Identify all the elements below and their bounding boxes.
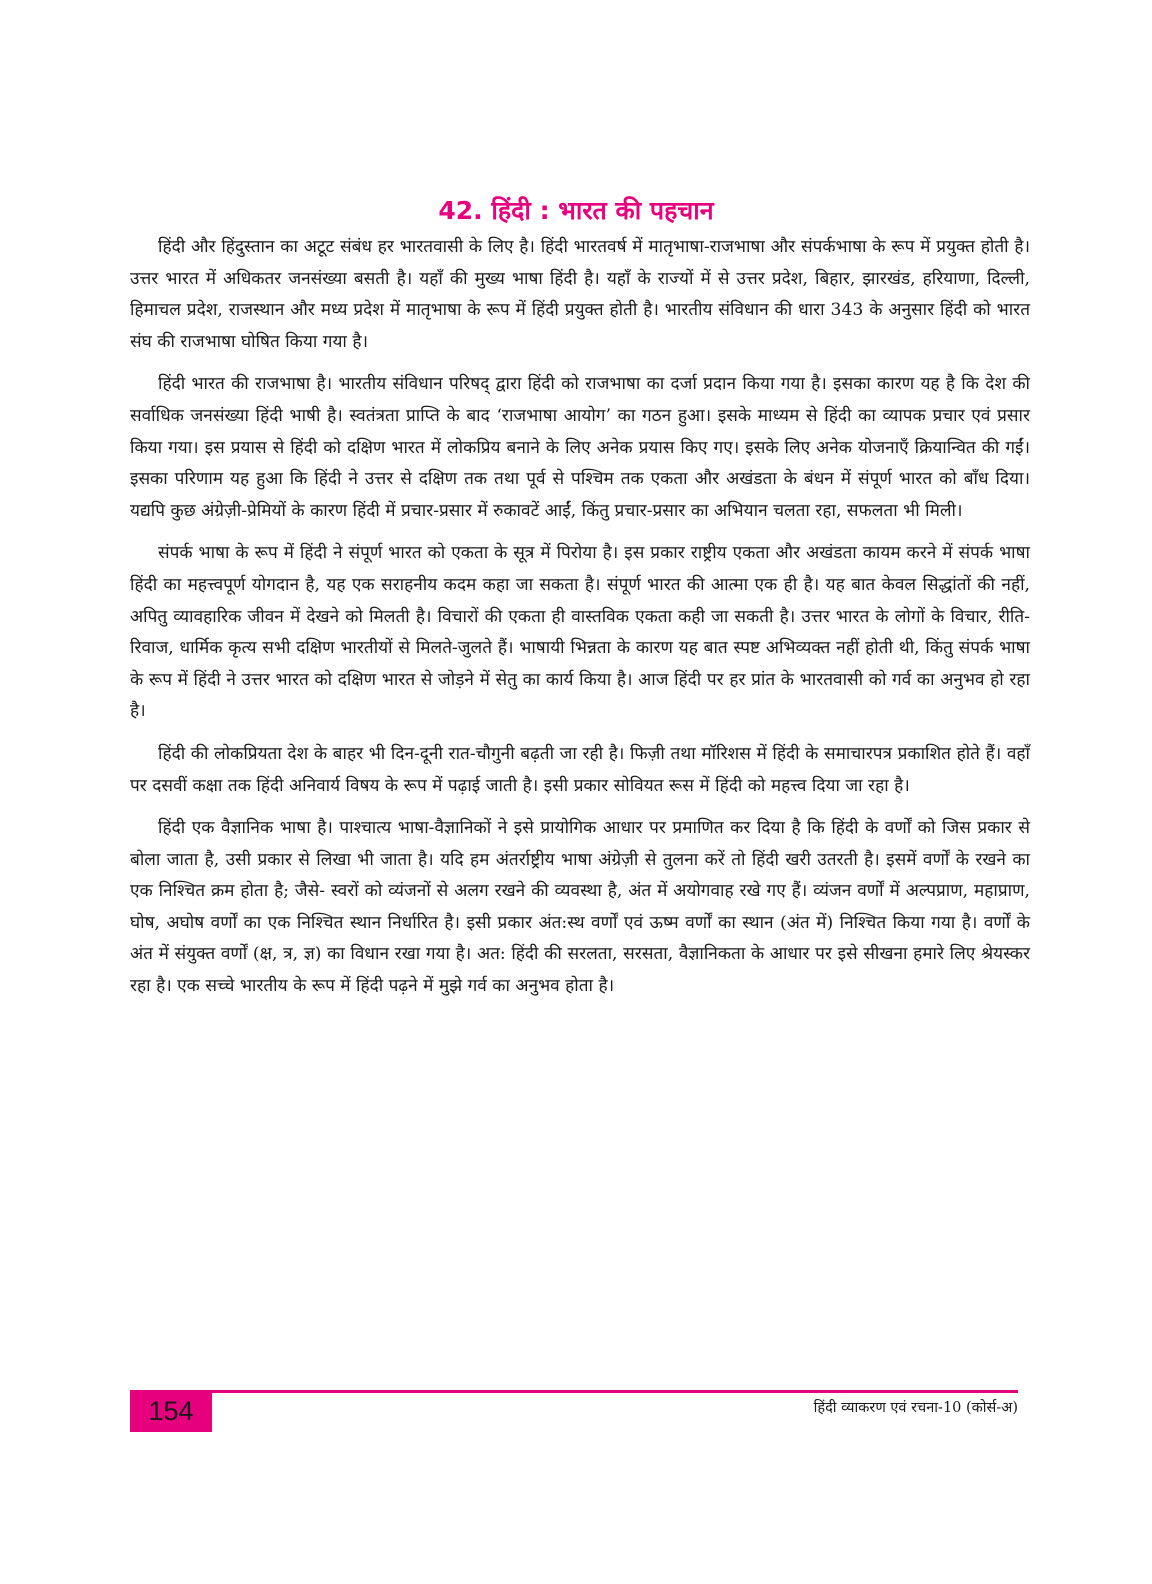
page-number-badge: 154 xyxy=(130,1390,212,1432)
book-title: हिंदी व्याकरण एवं रचना-10 (कोर्स-अ) xyxy=(813,1400,1018,1416)
paragraph-5: हिंदी एक वैज्ञानिक भाषा है। पाश्चात्य भाषा-वैज्ञानिकों ने इसे प्रायोगिक आधार पर प्रमाणित कर दिया है कि हिंदी के वर्णों को जिस प्रकार से बोला जाता है, उसी प्रकार से लिखा भी जाता है। यदि हम अंतर्राष्ट्रीय भाषा अंग्रेज़ी से तुलना करें तो हिंदी खरी उतरती है। इसमें वर्णों के रखने का एक निश्चित क्रम होता है; जैसे- स्वरों को व्यंजनों से अलग रखने की व्यवस्था है, अंत में अयोगवाह रखे गए हैं। व्यंजन वर्णों में अल्पप्राण, महाप्राण, घोष, अघोष वर्णों का एक निश्चित स्थान निर्धारित है। इसी प्रकार अंत:स्थ वर्णों एवं ऊष्म वर्णों का स्थान (अंत में) निश्चित किया गया है। वर्णों के अंत में संयुक्त वर्णों (क्ष, त्र, ज्ञ) का विधान रखा गया है। अत: हिंदी की सरलता, सरसता, वैज्ञानिकता के आधार पर इसे सीखना हमारे लिए श्रेयस्कर रहा है। एक सच्चे भारतीय के रूप में हिंदी पढ़ने में मुझे गर्व का अनुभव होता है। xyxy=(130,818,1030,997)
paragraph-2: हिंदी भारत की राजभाषा है। भारतीय संविधान परिषद् द्वारा हिंदी को राजभाषा का दर्जा प्रदान किया गया है। इसका कारण यह है कि देश की सर्वाधिक जनसंख्या हिंदी भाषी है। स्वतंत्रता प्राप्ति के बाद ‘राजभाषा आयोग’ का गठन हुआ। इसके माध्यम से हिंदी का व्यापक प्रचार एवं प्रसार किया गया। इस प्रयास से हिंदी को दक्षिण भारत में लोकप्रिय बनाने के लिए अनेक प्रयास किए गए। इसके लिए अनेक योजनाएँ क्रियान्वित की गईं। इसका परिणाम यह हुआ कि हिंदी ने उत्तर से दक्षिण तक तथा पूर्व से पश्चिम तक एकता और अखंडता के बंधन में संपूर्ण भारत को बाँध दिया। यद्यपि कुछ अंग्रेज़ी-प्रेमियों के कारण हिंदी में प्रचार-प्रसार में रुकावटें आईं, किंतु प्रचार-प्रसार का अभियान चलता रहा, सफलता भी मिली। xyxy=(130,374,1030,521)
paragraph-1: हिंदी और हिंदुस्तान का अटूट संबंध हर भारतवासी के लिए है। हिंदी भारतवर्ष में मातृभाषा-राजभाषा और संपर्कभाषा के रूप में प्रयुक्त होती है। उत्तर भारत में अधिकतर जनसंख्या बसती है। यहाँ की मुख्य भाषा हिंदी है। यहाँ के राज्यों में से उत्तर प्रदेश, बिहार, झारखंड, हरियाणा, दिल्ली, हिमाचल प्रदेश, राजस्थान और मध्य प्रदेश में मातृभाषा के रूप में हिंदी प्रयुक्त होती है। भारतीय संविधान की धारा 343 के अनुसार हिंदी को भारत संघ की राजभाषा घोषित किया गया है। xyxy=(130,237,1030,352)
chapter-title: 42. हिंदी : भारत की पहचान xyxy=(438,196,714,225)
footer-divider xyxy=(130,1390,1018,1393)
paragraph-4: हिंदी की लोकप्रियता देश के बाहर भी दिन-दूनी रात-चौगुनी बढ़ती जा रही है। फिज़ी तथा मॉरिशस में हिंदी के समाचारपत्र प्रकाशित होते हैं। वहाँ पर दसवीं कक्षा तक हिंदी अनिवार्य विषय के रूप में पढ़ाई जाती है। इसी प्रकार सोवियत रूस में हिंदी को महत्त्व दिया जा रहा है। xyxy=(130,743,1030,796)
essay-body xyxy=(130,232,1030,1014)
paragraph-3: संपर्क भाषा के रूप में हिंदी ने संपूर्ण भारत को एकता के सूत्र में पिरोया है। इस प्रकार राष्ट्रीय एकता और अखंडता कायम करने में संपर्क भाषा हिंदी का महत्त्वपूर्ण योगदान है, यह एक सराहनीय कदम कहा जा सकता है। संपूर्ण भारत की आत्मा एक ही है। यह बात केवल सिद्धांतों की नहीं, अपितु व्यावहारिक जीवन में देखने को मिलती है। विचारों की एकता ही वास्तविक एकता कही जा सकती है। उत्तर भारत के लोगों के विचार, रीति-रिवाज, धार्मिक कृत्य सभी दक्षिण भारतीयों से मिलते-जुलते हैं। भाषायी भिन्नता के कारण यह बात स्पष्ट अभिव्यक्त नहीं होती थी, किंतु संपर्क भाषा के रूप में हिंदी ने उत्तर भारत को दक्षिण भारत से जोड़ने में सेतु का कार्य किया है। आज हिंदी पर हर प्रांत के भारतवासी को गर्व का अनुभव हो रहा है। xyxy=(130,543,1030,722)
